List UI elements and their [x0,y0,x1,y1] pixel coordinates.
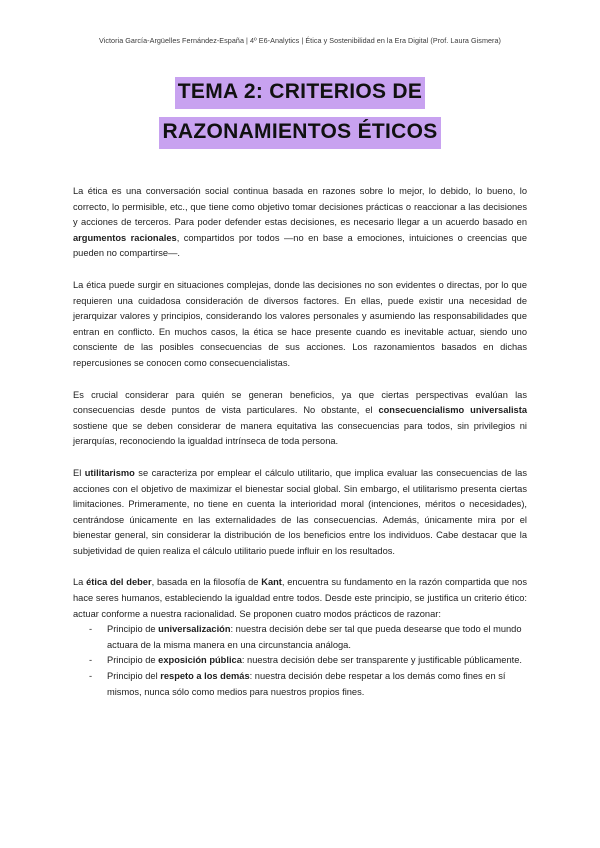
text-span: Es crucial considerar para quién se generan beneficios, ya que ciertas perspectivas evalúan las consecuencias desde puntos de vista particulares. No obstante, el [73,389,527,416]
paragraph-complex-situations: La ética puede surgir en situaciones complejas, donde las decisiones no son evidentes o directas, por lo que requieren una cuidadosa consideración de diversos factores. En ellas, puede existir una necesidad de jerarquizar valores y principios, considerando los valores personales y asumiendo las responsabilidades que entran en conflicto. En muchos casos, la ética se hace presente cuando es inevitable actuar, siendo uno consciente de las posibles consecuencias de sus acciones. Los razonamientos basados en dichas repercusiones se conocen como consecuencialistas. [73,279,527,368]
bold-term-argumentos-racionales: argumentos racionales [73,232,177,243]
page-header: Victoria García-Argüelles Fernández-España | 4º E6-Analytics | Ética y Sostenibilidad en la Era Digital (Prof. Laura Gismera) [99,36,501,45]
text-span: sostiene que se deben considerar de manera equitativa las consecuencias para todos, sin privilegios ni jerarquías, reconociendo la igualdad intrínseca de toda persona. [73,420,527,447]
text-span: : nuestra decisión debe ser transparente y justificable públicamente. [241,655,522,666]
title-line-1: TEMA 2: CRITERIOS DE [175,77,425,109]
list-dash: - [89,655,93,666]
text-span: : nuestra decisión debe respetar a los demás como fines en sí mismos, nunca sólo como medios para nuestros propios fines. [107,671,506,697]
bold-term-consecuencialismo-universalista: consecuencialismo universalista [378,405,527,416]
text-span: se caracteriza por emplear el cálculo utilitario, que implica evaluar las consecuencias de las acciones con el objetivo de maximizar el bienestar social global. Sin embargo, el utilitarismo presenta ciertas limitaciones. Primeramente, no tiene en cuenta la interioridad moral (intenciones, méritos o necesidades), centrándose únicamente en las externalidades de las consecuencias. Además, únicamente mira por el bienestar general, sin considerar la distribución de los beneficios entre los individuos. Cabe destacar que la subjetividad de quien realiza el cálculo utilitario puede influir en los resultados. [73,467,527,556]
bold-term-etica-del-deber: ética del deber [86,577,152,588]
text-span: Principio de [107,624,159,635]
text-span: , encuentra su fundamento en la razón compartida que nos hace seres humanos, estableciendo la igualdad entre todos. Desde este principio, se justifica un criterio ético: actuar conforme a nuestra racionalidad. Se proponen cuatro modos prácticos de razonar: [73,577,527,619]
text-span: : nuestra decisión debe ser tal que pueda desearse que todo el mundo actuara de la misma manera en una circunstancia análoga. [107,624,522,650]
bold-term: exposición pública [158,655,242,666]
text-span: Principio de [107,655,159,666]
paragraph-utilitarianism [73,466,527,560]
list-item [73,669,527,700]
text-span: La [73,577,87,588]
bold-term-kant: Kant [261,577,282,588]
bold-term: universalización [158,624,231,635]
list-item [73,622,527,653]
list-item [73,653,527,669]
text-span: , compartidos por todos —no en base a emociones, intuiciones o creencias que pueden no compartirse—. [73,232,527,259]
paragraph-duty-ethics [73,575,527,622]
paragraph-universalist-consequentialism [73,388,527,450]
text-span: La ética es una conversación social continua basada en razones sobre lo mejor, lo debido, lo bueno, lo correcto, lo permisible, etc., que tiene como objetivo tomar decisiones prácticas o reaccionar a las decisiones y acciones de terceros. Para poder defender estas decisiones, es necesario llegar a un acuerdo basado en [73,186,527,228]
reasoning-modes-list [73,622,527,700]
text-span: Principio del [107,671,161,682]
page-title [0,77,600,149]
list-dash: - [89,624,93,635]
title-line-2: RAZONAMIENTOS ÉTICOS [159,117,440,149]
text-span: , basada en la filosofía de [151,577,262,588]
paragraph-ethics-definition [73,184,527,262]
document-body [73,184,527,700]
bold-term-utilitarismo: utilitarismo [84,467,135,478]
text-span: El [73,467,85,478]
bold-term: respeto a los demás [160,671,250,682]
list-dash: - [89,671,93,682]
